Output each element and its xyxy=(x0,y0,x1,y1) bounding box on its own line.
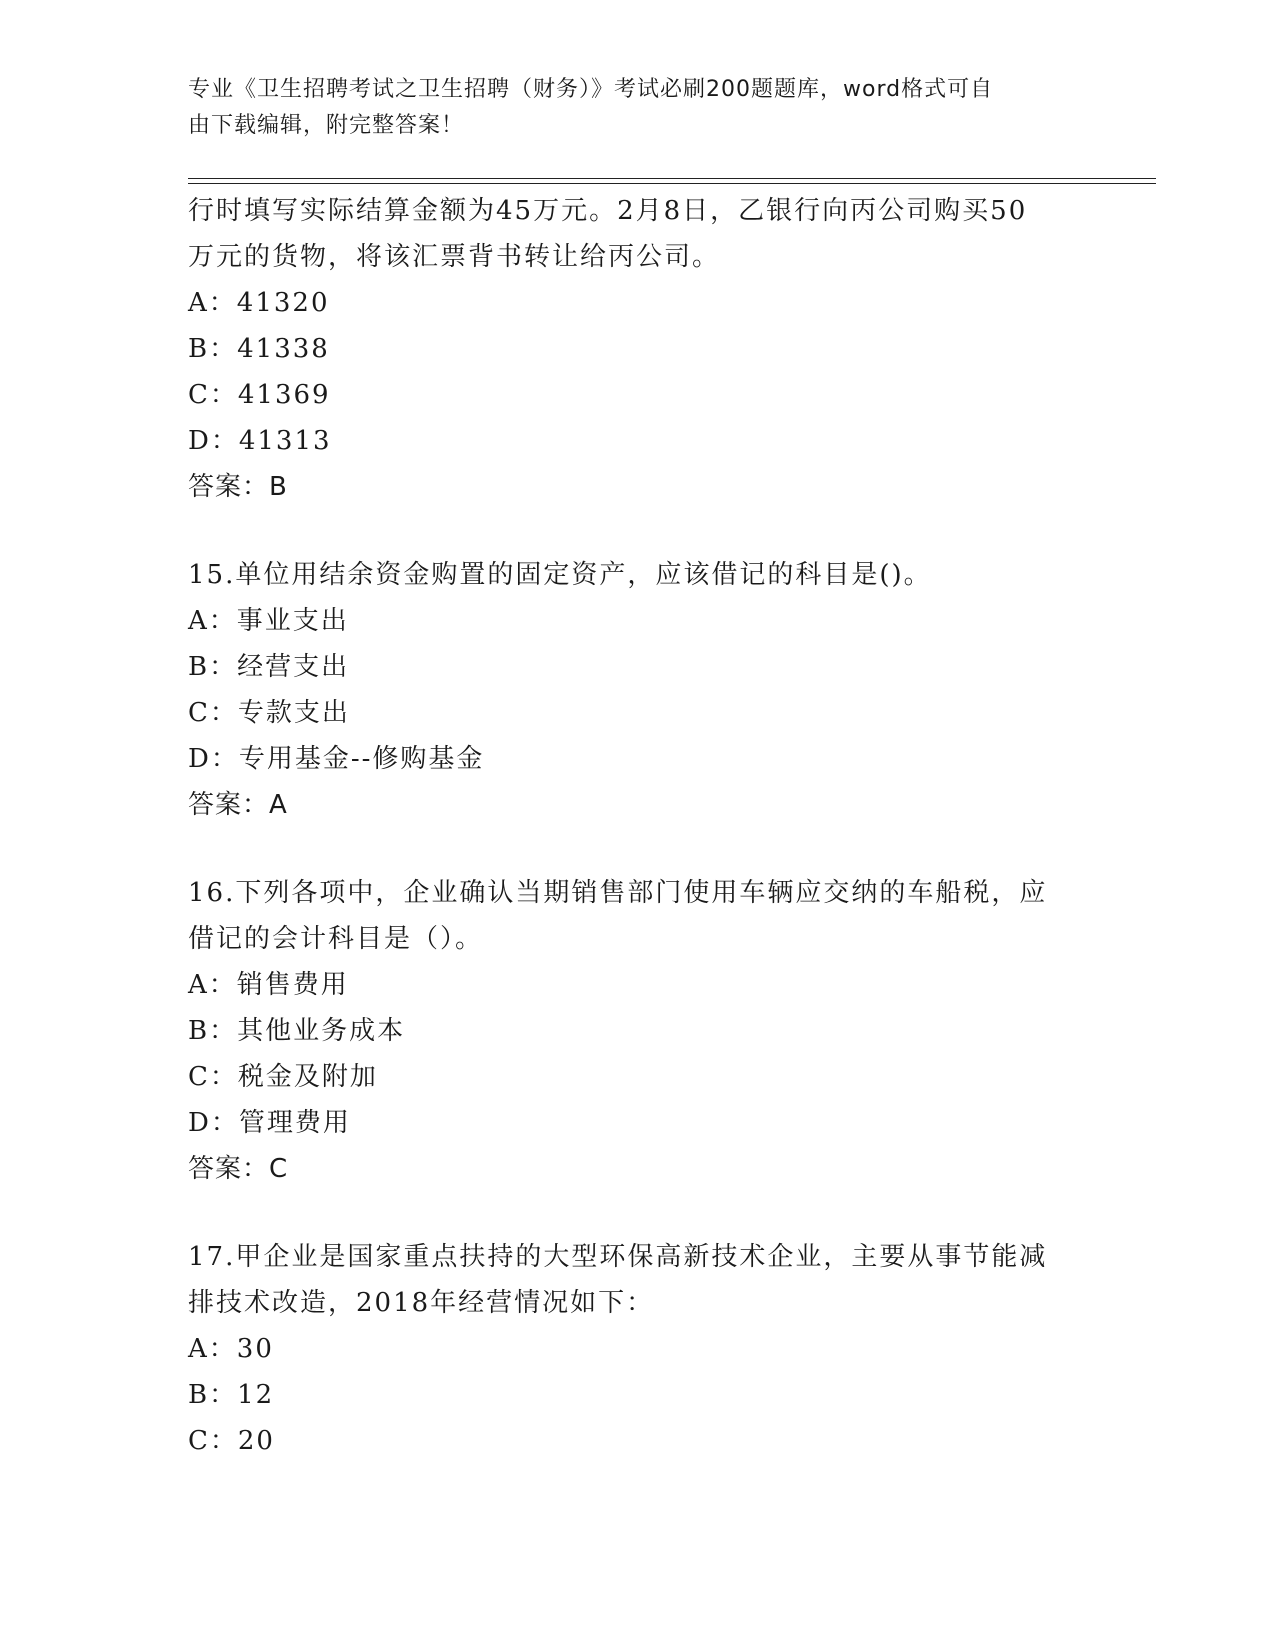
question-text-line: 行时填写实际结算金额为45万元。2月8日，乙银行向丙公司购买50 xyxy=(188,196,1028,226)
option-b: B：41338 xyxy=(188,334,330,364)
question-text-line: 借记的会计科目是（）。 xyxy=(188,924,484,954)
option-d: D：41313 xyxy=(188,426,332,456)
header-rule-top xyxy=(188,178,1156,179)
option-c: C：20 xyxy=(188,1426,275,1456)
option-c: C：税金及附加 xyxy=(188,1062,378,1092)
option-d: D：专用基金--修购基金 xyxy=(188,744,485,774)
question-block xyxy=(188,188,1088,510)
spacer xyxy=(188,828,1088,870)
header-rule-bottom xyxy=(188,183,1156,184)
question-block xyxy=(188,552,1088,828)
option-c: C：专款支出 xyxy=(188,698,350,728)
option-a: A：30 xyxy=(188,1334,274,1364)
document-header xyxy=(188,72,1068,144)
question-text-line: 15.单位用结余资金购置的固定资产，应该借记的科目是()。 xyxy=(188,560,932,590)
question-text-line: 万元的货物，将该汇票背书转让给丙公司。 xyxy=(188,242,721,272)
header-line-2: 由下载编辑，附完整答案！ xyxy=(188,113,465,138)
option-b: B：其他业务成本 xyxy=(188,1016,406,1046)
question-block xyxy=(188,1234,1088,1464)
option-a: A：销售费用 xyxy=(188,970,349,1000)
option-b: B：经营支出 xyxy=(188,652,350,682)
answer-line: 答案：A xyxy=(188,790,288,820)
answer-line: 答案：B xyxy=(188,472,288,502)
option-a: A：41320 xyxy=(188,288,330,318)
question-text-line: 排技术改造，2018年经营情况如下： xyxy=(188,1288,655,1318)
question-content xyxy=(188,188,1088,1464)
question-text-line: 17.甲企业是国家重点扶持的大型环保高新技术企业，主要从事节能减 xyxy=(188,1242,1048,1272)
spacer xyxy=(188,510,1088,552)
spacer xyxy=(188,1192,1088,1234)
option-a: A：事业支出 xyxy=(188,606,349,636)
answer-line: 答案：C xyxy=(188,1154,289,1184)
question-text-line: 16.下列各项中，企业确认当期销售部门使用车辆应交纳的车船税，应 xyxy=(188,878,1048,908)
header-line-1: 专业《卫生招聘考试之卫生招聘（财务）》考试必刷200题题库，word格式可自 xyxy=(188,77,994,102)
question-block xyxy=(188,870,1088,1192)
option-c: C：41369 xyxy=(188,380,331,410)
option-d: D：管理费用 xyxy=(188,1108,351,1138)
option-b: B：12 xyxy=(188,1380,275,1410)
